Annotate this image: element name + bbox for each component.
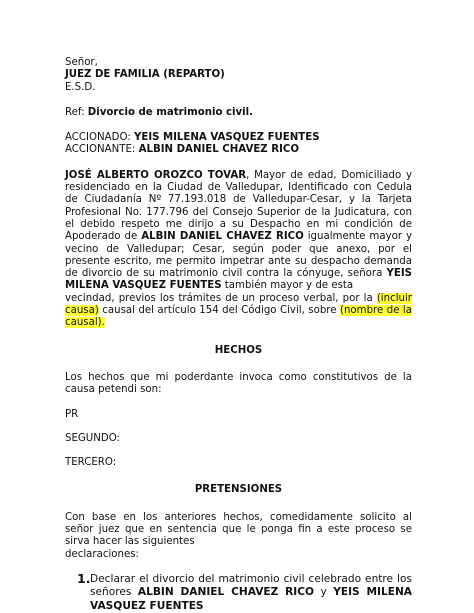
judge-title: JUEZ DE FAMILIA (REPARTO) — [65, 69, 225, 81]
document-body — [65, 57, 412, 613]
accionante-line: ACCIONANTE: ALBIN DANIEL CHAVEZ RICO — [65, 144, 299, 156]
highlight-cause-name: (nombre de la causal). — [65, 305, 412, 329]
accionado-line: ACCIONADO: YEIS MILENA VASQUEZ FUENTES — [65, 132, 320, 144]
pretensiones-intro: Con base en los anteriores hechos, comedidamente solicito al señor juez que en sentencia que le ponga fin a este proceso se sirva hacer las siguientes — [65, 511, 412, 548]
reference-line: Ref: Divorcio de matrimonio civil. — [65, 106, 254, 118]
hecho-item-1: PR — [65, 408, 79, 420]
intro-paragraph-cont: vecindad, previos los trámites de un proceso verbal, por la (incluir causa) causal del artículo 154 del Código Civil, sobre (nombre de la causal). — [65, 292, 412, 329]
hechos-intro: Los hechos que mi poderdante invoca como constitutivos de la causa petendi son: — [65, 371, 412, 396]
pretension-item-1 — [65, 570, 413, 613]
list-number: 1. — [77, 570, 91, 586]
highlight-cause: (incluir causa) — [65, 292, 412, 317]
hecho-item-2: SEGUNDO: — [65, 432, 120, 444]
pretensiones-intro-end: declaraciones: — [65, 548, 139, 560]
pretension-text: Declarar el divorcio del matrimonio civil celebrado entre los señores ALBIN DANIEL CHAVEZ RICO y YEIS MILENA VASQUEZ FUENTES — [90, 572, 413, 612]
esd-line: E.S.D. — [65, 81, 96, 93]
salutation: Señor, — [65, 57, 98, 68]
pretensiones-heading: PRETENSIONES — [194, 484, 283, 496]
intro-paragraph: JOSÉ ALBERTO OROZCO TOVAR, Mayor de edad, Domiciliado y residenciado en la Ciudad de Valledupar, Identificado con Cedula de Ciudadanía Nº 77.193.018 de Valledupar-Cesar, y la Tarjeta Profesional No. 177.796 del Consejo Superior de la Judicatura, con el debido respeto me dirijo a su Despacho en mi condición de Apoderado de ALBIN DANIEL CHAVEZ RICO igualmente mayor y vecino de Valledupar; Cesar, según poder que anexo, por el presente escrito, me permito impetrar ante su despacho demanda de divorcio de su matrimonio civil contra la cónyuge, señora YEIS MILENA VASQUEZ FUENTES también mayor y de esta — [65, 169, 412, 292]
hechos-heading: HECHOS — [214, 344, 263, 356]
hecho-item-3: TERCERO: — [65, 457, 117, 469]
